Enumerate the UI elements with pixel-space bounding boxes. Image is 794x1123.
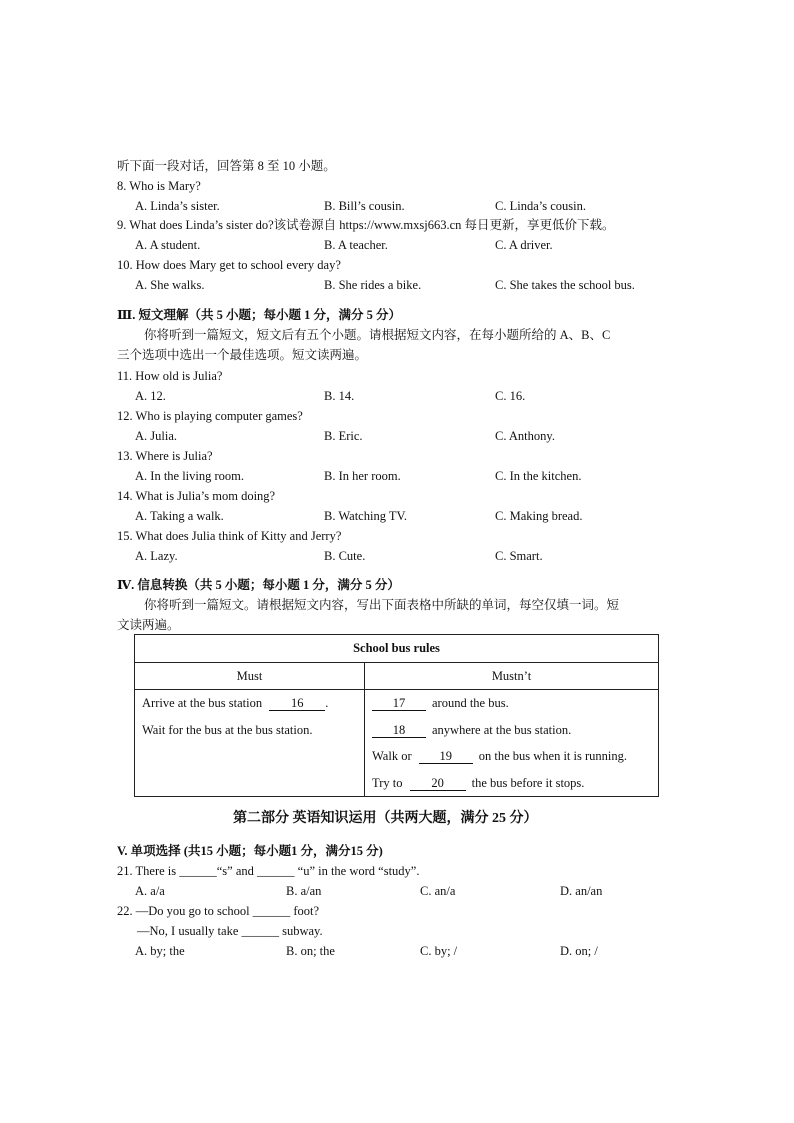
question-15: 15. What does Julia think of Kitty and Jerry? <box>117 529 342 543</box>
option-8b: B. Bill’s cousin. <box>324 199 405 213</box>
question-21: 21. There is ______“s” and ______ “u” in the word “study”. <box>117 864 420 878</box>
school-bus-rules-table <box>134 634 659 797</box>
option-22b: B. on; the <box>286 944 335 958</box>
mustnt-rule-4-text: the bus before it stops. <box>471 775 585 790</box>
must-cell <box>135 690 365 797</box>
option-8a: A. Linda’s sister. <box>135 199 220 213</box>
question-10: 10. How does Mary get to school every day? <box>117 258 341 272</box>
mustnt-rule-3 <box>365 743 658 770</box>
mustnt-rule-3-pre: Walk or <box>372 749 412 763</box>
option-21c: C. an/a <box>420 884 456 898</box>
blank-16: 16 <box>269 696 325 711</box>
option-22a: A. by; the <box>135 944 185 958</box>
option-8c: C. Linda’s cousin. <box>495 199 586 213</box>
option-13a: A. In the living room. <box>135 469 245 483</box>
question-22-line-1: 22. —Do you go to school ______ foot? <box>117 904 320 918</box>
must-rule-2: Wait for the bus at the bus station. <box>142 722 313 737</box>
option-21d: D. an/an <box>560 884 603 898</box>
mustnt-cell <box>365 690 659 797</box>
option-10c: C. She takes the school bus. <box>495 278 635 292</box>
mustnt-rule-3-text: on the bus when it is running. <box>478 749 627 763</box>
must-rule-1 <box>135 690 364 717</box>
question-12: 12. Who is playing computer games? <box>117 409 303 423</box>
option-21b: B. a/an <box>286 884 322 898</box>
section-4-instruction-2: 文读两遍。 <box>117 618 180 632</box>
part-2-title: 第二部分 英语知识运用（共两大题，满分 25 分） <box>233 811 538 826</box>
option-10b: B. She rides a bike. <box>324 278 422 292</box>
question-13: 13. Where is Julia? <box>117 449 213 463</box>
blank-20: 20 <box>410 776 466 791</box>
option-12c: C. Anthony. <box>495 429 555 443</box>
option-12b: B. Eric. <box>324 429 363 443</box>
question-9: 9. What does Linda’s sister do?该试卷源自 https://www.mxsj663.cn 每日更新，享更低价下载。 <box>117 218 615 232</box>
option-9b: B. A teacher. <box>324 238 388 252</box>
option-12a: A. Julia. <box>135 429 178 443</box>
option-15c: C. Smart. <box>495 549 543 563</box>
question-14: 14. What is Julia’s mom doing? <box>117 489 276 503</box>
must-rule-1-end: . <box>325 696 329 710</box>
section-3-title: Ⅲ. 短文理解（共 5 小题；每小题 1 分，满分 5 分） <box>117 308 401 322</box>
blank-19: 19 <box>419 749 473 764</box>
mustnt-rule-1 <box>365 690 658 717</box>
option-10a: A. She walks. <box>135 278 205 292</box>
section-4-title: Ⅳ. 信息转换（共 5 小题；每小题 1 分，满分 5 分） <box>117 578 400 592</box>
blank-17: 17 <box>372 696 426 711</box>
option-14a: A. Taking a walk. <box>135 509 224 523</box>
option-13b: B. In her room. <box>324 469 401 483</box>
column-header-mustnt: Mustn’t <box>365 663 659 690</box>
question-8: 8. Who is Mary? <box>117 179 201 193</box>
option-22d: D. on; / <box>560 944 598 958</box>
mustnt-rule-1-text: around the bus. <box>432 696 509 710</box>
table-caption: School bus rules <box>135 635 659 663</box>
mustnt-rule-2-text: anywhere at the bus station. <box>432 722 572 737</box>
mustnt-rule-2 <box>365 717 658 744</box>
option-15a: A. Lazy. <box>135 549 178 563</box>
blank-18: 18 <box>372 723 426 738</box>
mustnt-rule-4 <box>365 770 658 797</box>
option-13c: C. In the kitchen. <box>495 469 582 483</box>
mustnt-rule-4-pre: Try to <box>372 775 403 790</box>
column-header-must: Must <box>135 663 365 690</box>
option-11c: C. 16. <box>495 389 526 403</box>
question-11: 11. How old is Julia? <box>117 369 223 383</box>
must-rule-1-text: Arrive at the bus station <box>142 696 263 710</box>
instruction-8-10: 听下面一段对话，回答第 8 至 10 小题。 <box>117 159 336 173</box>
option-22c: C. by; / <box>420 944 458 958</box>
option-9c: C. A driver. <box>495 238 553 252</box>
section-4-instruction-1: 你将听到一篇短文。请根据短文内容，写出下面表格中所缺的单词，每空仅填一词。短 <box>144 598 620 612</box>
option-11b: B. 14. <box>324 389 355 403</box>
question-22-line-2: —No, I usually take ______ subway. <box>137 924 323 938</box>
section-3-instruction-2: 三个选项中选出一个最佳选项。短文读两遍。 <box>117 348 368 362</box>
option-21a: A. a/a <box>135 884 165 898</box>
option-14b: B. Watching TV. <box>324 509 408 523</box>
option-14c: C. Making bread. <box>495 509 583 523</box>
option-15b: B. Cute. <box>324 549 366 563</box>
section-3-instruction-1: 你将听到一篇短文，短文后有五个小题。请根据短文内容，在每小题所给的 A、B、C <box>144 328 611 342</box>
option-11a: A. 12. <box>135 389 166 403</box>
option-9a: A. A student. <box>135 238 201 252</box>
section-5-title: V. 单项选择 (共15 小题；每小题1 分，满分15 分) <box>117 844 383 858</box>
